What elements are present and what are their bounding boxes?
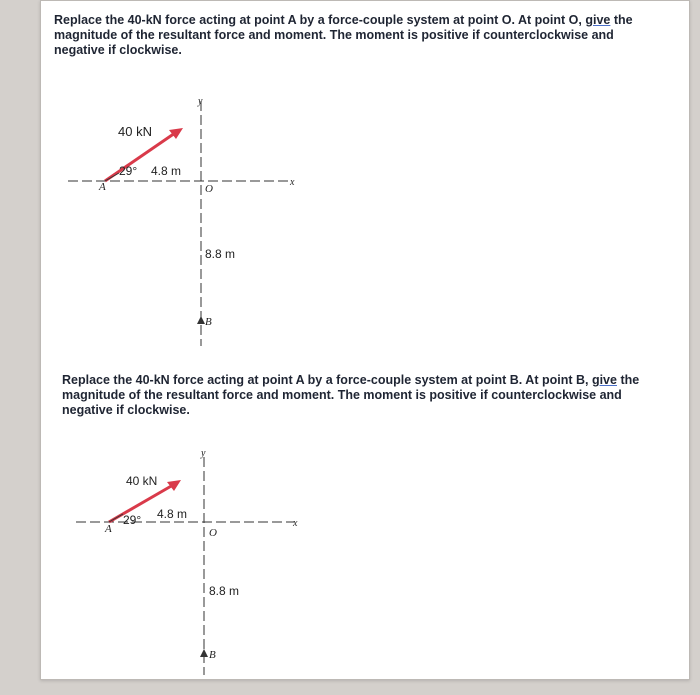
problem-1-horizontal-distance: 4.8 m bbox=[151, 164, 182, 178]
problem-2-x-axis-label: x bbox=[293, 518, 298, 529]
problem-2-underlined-word: give bbox=[591, 373, 617, 387]
problem-2-point-a-label: A bbox=[105, 523, 112, 535]
problem-1-text bbox=[54, 13, 654, 58]
problem-2-force-label: 40 kN bbox=[126, 474, 158, 488]
problem-2-y-axis-label: y bbox=[201, 448, 206, 459]
problem-1-x-axis-label: x bbox=[290, 177, 295, 188]
problem-2-angle-arc bbox=[109, 514, 123, 522]
problem-2-vertical-distance: 8.8 m bbox=[209, 584, 240, 598]
problem-1-text-part-2: the magnitude of the resultant force and moment. The moment is positive if counterclockwise and negative if clockwise. bbox=[54, 13, 633, 57]
problem-1-angle-label: 29° bbox=[119, 164, 138, 178]
problem-2-b-marker bbox=[200, 649, 208, 657]
problem-2-diagram bbox=[49, 443, 349, 683]
problem-1-point-a-label: A bbox=[99, 181, 106, 193]
problem-1-vertical-distance: 8.8 m bbox=[205, 247, 236, 261]
problem-1-text-part-1: Replace the 40-kN force acting at point A by a force-couple system at point O. At point O, bbox=[54, 13, 586, 27]
problem-1-angle-arc bbox=[105, 173, 119, 181]
problem-2-point-b-label: B bbox=[209, 649, 216, 661]
problem-2-angle-label: 29° bbox=[123, 513, 142, 527]
problem-2-text bbox=[62, 373, 647, 418]
problem-1-diagram bbox=[41, 86, 341, 356]
problem-1-force-label: 40 kN bbox=[118, 124, 152, 139]
problem-1-point-b-label: B bbox=[205, 316, 212, 328]
problem-1-underlined-word: give bbox=[585, 13, 611, 27]
problem-2-text-part-1: Replace the 40-kN force acting at point A by a force-couple system at point B. At point B, bbox=[62, 373, 592, 387]
worksheet-page bbox=[40, 0, 690, 680]
problem-2-text-part-2: the magnitude of the resultant force and moment. The moment is positive if counterclockwise and negative if clockwise. bbox=[62, 373, 640, 417]
problem-1-point-o-label: O bbox=[205, 183, 213, 195]
problem-2-force-arrowhead bbox=[167, 480, 181, 491]
problem-2-horizontal-distance: 4.8 m bbox=[157, 507, 188, 521]
problem-2-point-o-label: O bbox=[209, 527, 217, 539]
problem-1-y-axis-label: y bbox=[198, 96, 203, 107]
problem-1-b-marker bbox=[197, 316, 205, 324]
